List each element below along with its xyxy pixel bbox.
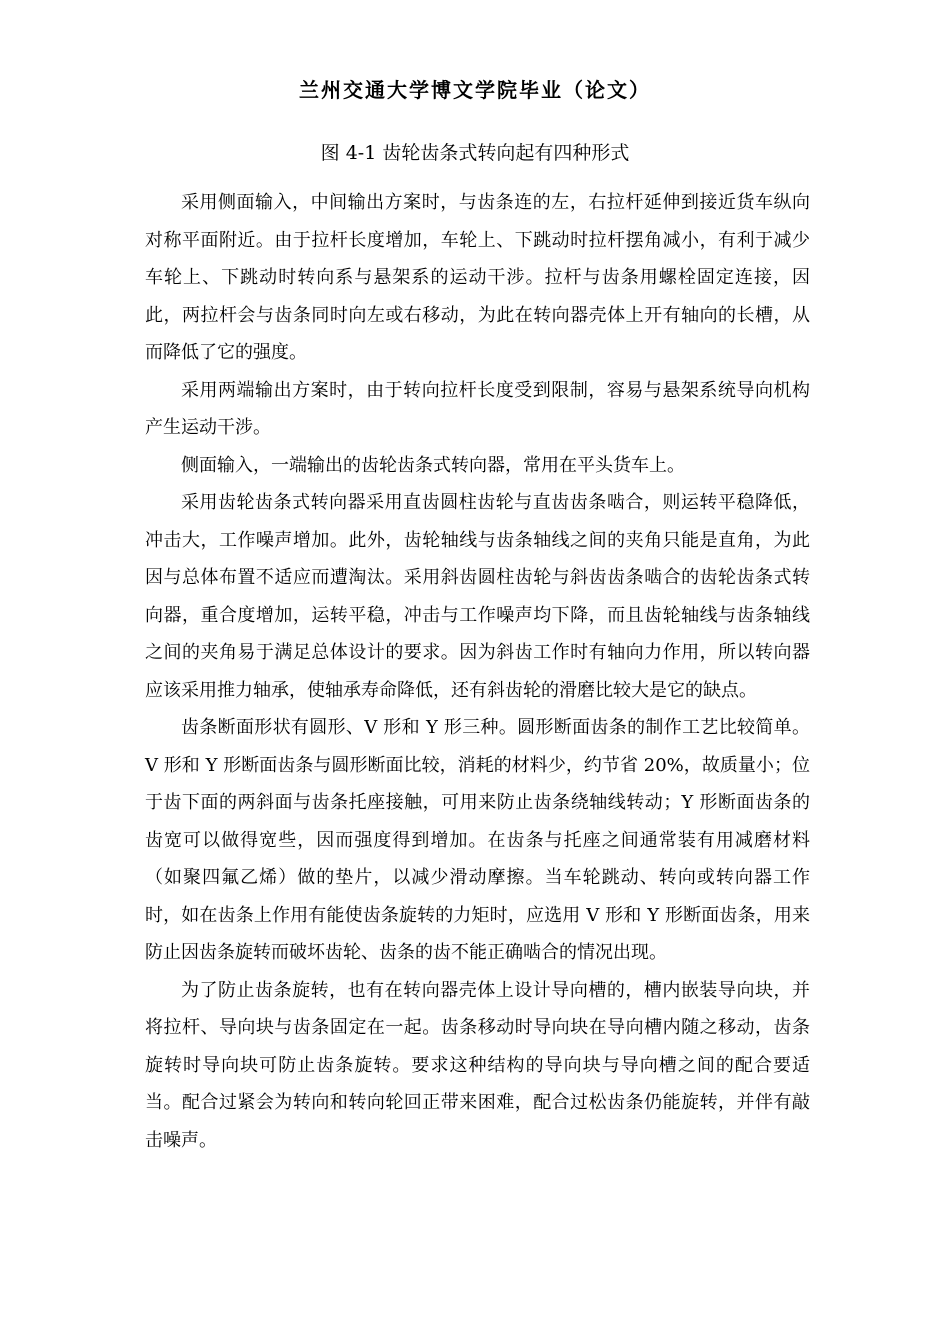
- body-text: [145, 184, 810, 1159]
- paragraph: 采用两端输出方案时，由于转向拉杆长度受到限制，容易与悬架系统导向机构产生运动干涉。: [145, 379, 810, 438]
- paragraph: 采用侧面输入，中间输出方案时，与齿条连的左，右拉杆延伸到接近货车纵向对称平面附近。由于拉杆长度增加，车轮上、下跳动时拉杆摆角减小，有利于减少车轮上、下跳动时转向系与悬架系的运动干涉。拉杆与齿条用螺栓固定连接，因此，两拉杆会与齿条同时向左或右移动，为此在转向器壳体上开有轴向的长槽，从而降低了它的强度。: [145, 192, 810, 363]
- paragraph: 采用齿轮齿条式转向器采用直齿圆柱齿轮与直齿齿条啮合，则运转平稳降低，冲击大，工作噪声增加。此外，齿轮轴线与齿条轴线之间的夹角只能是直角，为此因与总体布置不适应而遭淘汰。采用斜齿圆柱齿轮与斜齿齿条啮合的齿轮齿条式转向器，重合度增加，运转平稳，冲击与工作噪声均下降，而且齿轮轴线与齿条轴线之间的夹角易于满足总体设计的要求。因为斜齿工作时有轴向力作用，所以转向器应该采用推力轴承，使轴承寿命降低，还有斜齿轮的滑磨比较大是它的缺点。: [145, 492, 810, 701]
- figure-caption: 图 4-1 齿轮齿条式转向起有四种形式: [320, 142, 630, 164]
- page-header: 兰州交通大学博文学院毕业（论文）: [299, 78, 651, 102]
- paragraph: 为了防止齿条旋转，也有在转向器壳体上设计导向槽的，槽内嵌装导向块，并将拉杆、导向块与齿条固定在一起。齿条移动时导向块在导向槽内随之移动，齿条旋转时导向块可防止齿条旋转。要求这种结构的导向块与导向槽之间的配合要适当。配合过紧会为转向和转向轮回正带来困难，配合过松齿条仍能旋转，并伴有敲击噪声。: [145, 979, 810, 1151]
- paragraph: 齿条断面形状有圆形、V 形和 Y 形三种。圆形断面齿条的制作工艺比较简单。V 形和 Y 形断面齿条与圆形断面比较，消耗的材料少，约节省 20%，故质量小；位于齿下面的两斜面与齿条托座接触，可用来防止齿条绕轴线转动；Y 形断面齿条的齿宽可以做得宽些，因而强度得到增加。在齿条与托座之间通常装有用减磨材料（如聚四氟乙烯）做的垫片，以减少滑动摩擦。当车轮跳动、转向或转向器工作时，如在齿条上作用有能使齿条旋转的力矩时，应选用 V 形和 Y 形断面齿条，用来防止因齿条旋转而破坏齿轮、齿条的齿不能正确啮合的情况出现。: [145, 717, 810, 963]
- paragraph: 侧面输入，一端输出的齿轮齿条式转向器，常用在平头货车上。: [181, 454, 685, 476]
